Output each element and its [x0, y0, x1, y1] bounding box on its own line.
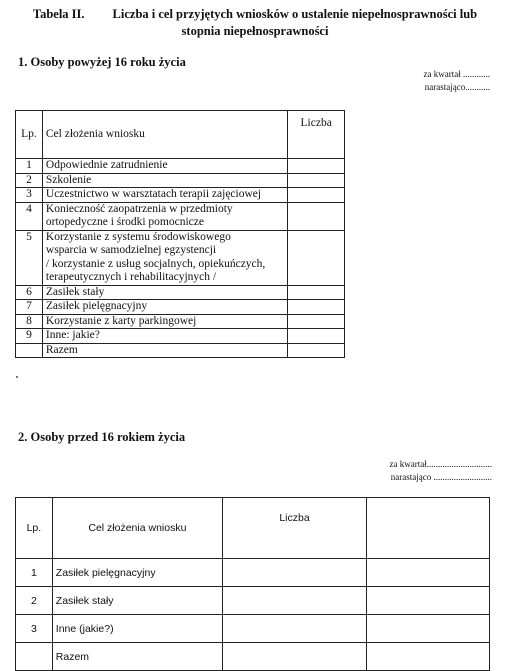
col-count-header: Liczba	[223, 498, 367, 559]
table-row	[16, 300, 345, 315]
row-lp: 6	[16, 285, 43, 300]
table-row	[16, 587, 490, 615]
row-purpose	[42, 285, 287, 300]
row-lp: 5	[16, 230, 43, 285]
table-header-row	[16, 498, 490, 559]
row-lp: 2	[16, 173, 43, 188]
row-count	[288, 314, 345, 329]
row-purpose	[42, 188, 287, 203]
row-purpose	[42, 329, 287, 344]
row-purpose: Zasiłek stały	[52, 587, 222, 615]
section-1-heading: 1. Osoby powyżej 16 roku życia	[18, 55, 186, 69]
row-extra	[367, 615, 490, 643]
row-count	[288, 188, 345, 203]
purpose-line: Korzystanie z karty parkingowej	[45, 314, 197, 327]
purpose-line: / korzystanie z usług socjalnych, opiekuńczych,	[45, 257, 266, 270]
row-count	[223, 587, 367, 615]
title-line-2: stopnia niepełnosprawności	[181, 24, 329, 38]
row-lp: 3	[16, 188, 43, 203]
table-row	[16, 643, 490, 671]
empty-column-header	[367, 498, 490, 559]
section-2-heading: 2. Osoby przed 16 rokiem życia	[18, 430, 186, 444]
row-lp: 7	[16, 300, 43, 315]
purpose-line: Odpowiednie zatrudnienie	[45, 159, 168, 171]
row-lp	[16, 643, 53, 671]
row-purpose: Zasiłek pielęgnacyjny	[52, 559, 222, 587]
table-row	[16, 159, 345, 174]
row-lp: 1	[16, 559, 53, 587]
table-row	[16, 202, 345, 230]
table-header-row	[16, 111, 345, 159]
row-count	[288, 300, 345, 315]
row-extra	[367, 559, 490, 587]
row-count	[288, 202, 345, 230]
table-title	[0, 6, 510, 40]
row-purpose	[42, 159, 287, 174]
purpose-line: Inne: jakie?	[45, 329, 100, 341]
table-row	[16, 343, 345, 358]
table-row	[16, 615, 490, 643]
col-lp-header: Lp.	[16, 498, 53, 559]
row-count	[223, 559, 367, 587]
purpose-line: Razem	[45, 343, 78, 356]
row-purpose	[42, 202, 287, 230]
section-1-quarter: za kwartał ............	[423, 69, 490, 79]
col-lp-header: Lp.	[16, 111, 43, 159]
table-section-1	[15, 110, 345, 358]
purpose-line: Konieczność zaopatrzenia w przedmioty	[45, 202, 233, 215]
row-count	[223, 643, 367, 671]
purpose-line: Zasiłek pielęgnacyjny	[45, 300, 148, 312]
row-purpose	[42, 173, 287, 188]
row-lp: 1	[16, 159, 43, 174]
purpose-line: Korzystanie z systemu środowiskowego	[45, 230, 231, 243]
row-count	[288, 285, 345, 300]
row-lp: 4	[16, 202, 43, 230]
title-line-1: Liczba i cel przyjętych wniosków o ustalenie niepełnosprawności lub	[112, 7, 478, 21]
col-count-header: Liczba	[288, 111, 345, 159]
row-purpose	[42, 230, 287, 285]
purpose-line: terapeutycznych i rehabilitacyjnych /	[45, 271, 217, 283]
table-number: Tabela II.	[32, 7, 85, 21]
table-row	[16, 314, 345, 329]
row-lp: 9	[16, 329, 43, 344]
section-2-quarter: za kwartał.............................	[389, 459, 492, 469]
row-extra	[367, 587, 490, 615]
row-lp: 3	[16, 615, 53, 643]
purpose-line: Szkolenie	[45, 173, 92, 186]
row-purpose: Razem	[52, 643, 222, 671]
purpose-line: Uczestnictwo w warsztatach terapii zajęciowej	[45, 188, 262, 200]
row-lp	[16, 343, 43, 358]
row-count	[288, 173, 345, 188]
section-1-cumulative: narastająco...........	[424, 82, 490, 92]
row-lp: 2	[16, 587, 53, 615]
row-purpose	[42, 314, 287, 329]
row-purpose	[42, 300, 287, 315]
section-2-cumulative: narastająco ..........................	[390, 472, 492, 482]
table-row	[16, 329, 345, 344]
row-count	[288, 159, 345, 174]
row-lp: 8	[16, 314, 43, 329]
row-extra	[367, 643, 490, 671]
section-2-period	[390, 458, 492, 484]
table-section-2	[15, 497, 490, 671]
col-purpose-header: Cel złożenia wniosku	[52, 498, 222, 559]
row-count	[288, 230, 345, 285]
row-count	[288, 329, 345, 344]
row-count	[223, 615, 367, 643]
table-row	[16, 230, 345, 285]
row-count	[288, 343, 345, 358]
col-purpose-header: Cel złożenia wniosku	[42, 111, 287, 159]
section-1-period	[424, 68, 490, 94]
table-row	[16, 188, 345, 203]
table-row	[16, 559, 490, 587]
purpose-line: Zasiłek stały	[45, 285, 105, 298]
table-row	[16, 173, 345, 188]
purpose-line: wsparcia w samodzielnej egzystencji	[45, 244, 217, 256]
table-row	[16, 285, 345, 300]
row-purpose: Inne (jakie?)	[52, 615, 222, 643]
purpose-line: ortopedyczne i środki pomocnicze	[45, 216, 204, 228]
row-purpose	[42, 343, 287, 358]
scan-speck	[16, 376, 18, 378]
